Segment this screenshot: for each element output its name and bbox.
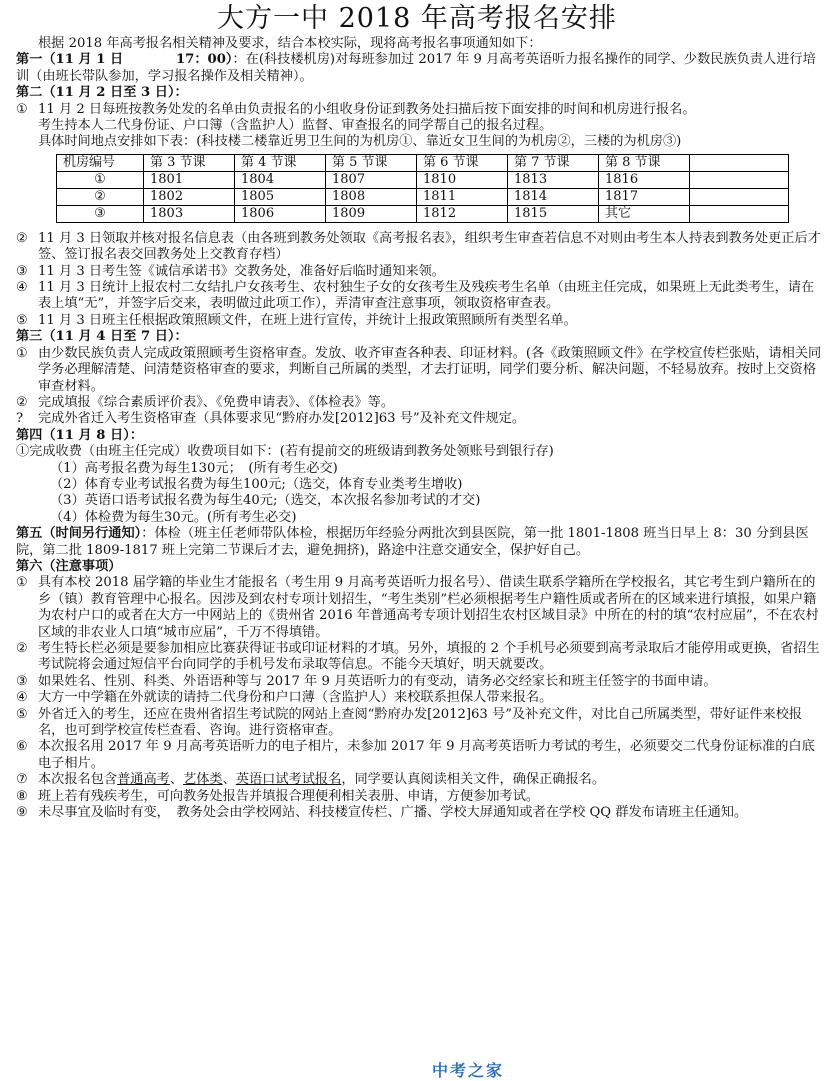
notice-item [16,772,824,788]
table-cell [690,205,789,222]
section-2-heading: 第二（11 月 2 日至 3 日）： [16,85,188,101]
notice-item [16,575,824,641]
item-number: ① [16,345,28,361]
notice-item-text: 本次报名用 2017 年 9 月高考英语听力的电子相片，未参加 2017 年 9 月高考英语听力考试的考生，必须要交二代身份证标准的白底电子相片。 [38,739,815,771]
section-2-item-5-text: 11 月 3 日班主任根据政策照顾文件，在班上进行宣传，并统计上报政策照顾所有类型名单。 [38,312,577,328]
notice-item [16,690,824,706]
item-number: ④ [16,280,28,296]
notice-item-text: 如果姓名、性别、科类、外语语种等与 2017 年 9 月英语听力的有变动，请务必交经家长和班主任签字的书面申请。 [38,673,717,689]
underlined-arts-sports: 艺体类 [183,772,223,788]
section-2-item-1-line-b: 考生持本人二代身份证、户口簿（含监护人）监督、审查报名的同学帮自己的报名过程。 [38,118,553,134]
computer-room-schedule-table [56,154,789,223]
notice-item [16,805,824,821]
section-2-item-2-text: 11 月 3 日领取并核对报名信息表（由各班到教务处领取《高考报名表》，组织考生审查若信息不对则由考生本人持表到教务处更正后才签、签订报名表交回教务处上交教育存档） [38,230,821,263]
section-4-heading: 第四（11 月 8 日）： [16,427,144,443]
table-cell: ② [57,188,144,205]
notice-item [16,739,824,772]
section-4-fee-intro: ①完成收费（由班主任完成）收费项目如下：(若有提前交的班级请到教务处领账号到银行存) [16,444,554,460]
table-cell [690,171,789,188]
table-cell: 1809 [326,205,417,222]
section-5 [16,526,824,559]
table-cell: ③ [57,205,144,222]
section-5-text: ：体检（班主任老师带队体检，根据历年经验分两批次到县医院，第一批 1801-1808 班当日早上 8：30 分到县医院，第二批 1809-1817 班上完第二节课后才去，避免拥挤)，路途中注意交通安全，保护好自己。 [16,526,809,558]
section-2-item-2 [16,231,824,264]
table-cell: 1802 [144,188,235,205]
table-cell: 1815 [508,205,599,222]
section-2-item-5 [16,313,824,329]
table-row [57,171,789,188]
separator: 、 [169,772,184,788]
intro-paragraph: 根据 2018 年高考报名相关精神及要求，结合本校实际，现将高考报名事项通知如下： [38,36,542,51]
fee-item: （1）高考报名费为每生130元； (所有考生必交) [50,460,338,476]
table-cell: 1813 [508,171,599,188]
table-cell: 1804 [235,171,326,188]
item-number: ⑤ [16,706,28,722]
notice-item [16,674,824,690]
notice-item-text [38,772,824,788]
notice-item-text: 外省迁入的考生，还应在贵州省招生考试院的网站上查阅“黔府办发[2012]63 号”及补充文件，对比自己所属类型，带好证件来校报名，也可到学校宣传栏查看、咨询。进行资格审查。 [38,706,803,739]
notice-item-text: 考生特长栏必须是要参加相应比赛获得证书或印证材料的才填。另外，填报的 2 个手机号必须要到高考录取后才能停用或更换，省招生考试院将会通过短信平台向同学的手机号发布录取等信息。不能今天填好，明天就要改。 [38,641,820,673]
underlined-general-exam: 普通高考 [117,772,170,788]
table-cell: ① [57,171,144,188]
notice-item-text: 未尽事宜及临时有变， 教务处会由学校网站、科技楼宣传栏、广播、学校大屏通知或者在学校 QQ 群发布请班主任通知。 [38,805,748,821]
fee-item: （3）英语口语考试报名费为每生40元;（选交，本次报名参加考试的才交) [50,493,481,509]
section-6-heading: 第六（注意事项） [16,558,122,574]
item-number: ① [16,101,28,117]
item-number: ⑦ [16,772,28,788]
underlined-oral-english: 英语口试考试报名 [235,772,342,788]
section-5-heading: 第五（时间另行通知） [16,526,142,542]
section-2-item-1-line-a: 11 月 2 日每班按教务处发的名单由负责报名的小组收身份证到教务处扫描后按下面安排的时间和机房进行报名。 [38,101,696,117]
item-number: ③ [16,673,28,689]
section-1 [16,52,824,85]
table-cell: 其它 [599,205,690,222]
watermark-logo: 中考之家 [432,1061,505,1080]
section-3-item-3 [16,411,824,427]
section-2-item-3 [16,264,824,280]
table-row [57,205,789,222]
table-header-cell: 第 8 节课 [599,154,690,171]
section-3-item-3-text: 完成外省迁入考生资格审查（具体要求见“黔府办发[2012]63 号”及补充文件规定。 [38,411,526,427]
table-header-cell: 第 5 节课 [326,154,417,171]
table-cell: 1803 [144,205,235,222]
item-number: ⑤ [16,312,28,328]
table-cell: 1812 [417,205,508,222]
table-cell: 1817 [599,188,690,205]
document-body [0,36,834,821]
table-row [57,188,789,205]
section-2-item-3-text: 11 月 3 日考生签《诚信承诺书》交教务处，准备好后临时通知来领。 [38,263,445,279]
notice-item-text: 班上若有残疾考生，可向教务处报告并填报合理便利相关表册、申请，方便参加考试。 [38,788,540,804]
notice-text-pre: 本次报名包含 [38,772,118,788]
table-cell: 1810 [417,171,508,188]
table-cell: 1805 [235,188,326,205]
table-cell [690,188,789,205]
section-1-heading: 第一（11 月 1 日 17：00） [16,52,233,68]
item-number: ① [16,575,28,591]
item-number: ? [16,411,24,427]
item-number: ③ [16,263,28,279]
table-header-cell: 第 6 节课 [417,154,508,171]
section-3-item-1 [16,346,824,395]
table-header-row [57,154,789,171]
section-2-item-4-text: 11 月 3 日统计上报农村二女结扎户女孩考生、农村独生子女的女孩考生及残疾考生名单（由班主任完成，如果班上无此类考生，请在表上填“无”，并签字后交来，表明做过此项工作），弄清审查注意事项，领取资格审查表。 [38,280,815,312]
item-number: ⑥ [16,739,28,755]
section-2-item-1 [16,102,824,151]
item-number: ② [16,394,28,410]
table-header-cell [690,154,789,171]
fee-item: （4）体检费为每生30元。(所有考生必交) [50,509,297,525]
item-number: ② [16,230,28,246]
document-title: 大方一中 2018 年高考报名安排 [217,3,617,34]
table-cell: 1806 [235,205,326,222]
table-header-cell: 机房编号 [57,154,144,171]
fee-item: （2）体育专业考试报名费为每生100元;（选交，体育专业类考生增收) [50,476,463,492]
separator: 、 [222,772,236,788]
item-number: ② [16,641,28,656]
section-3-item-2-text: 完成填报《综合素质评价表》、《免费申请表》、《体检表》等。 [38,394,395,410]
table-cell: 1816 [599,171,690,188]
table-cell: 1808 [326,188,417,205]
item-number: ⑨ [16,805,28,821]
notice-item [16,789,824,805]
section-3-item-2 [16,395,824,411]
notice-text-post: ，同学要认真阅读相关文件，确保正确报名。 [341,772,606,788]
notice-item-text: 具有本校 2018 届学籍的毕业生才能报名（考生用 9 月高考英语听力报名号）、借读生联系学籍所在学校报名，其它考生到户籍所在的乡（镇）教育管理中心报名。因涉及到农村专项计划招生，“考生类别”栏必须根据考生户籍性质或者所在的区域来进行填报，如果户籍为农村户口的或者在大方一中网站上的《贵州省 2016 年普通高考专项计划招生农村区域目录》中所在的村的填“农村应届”，不在农村区域的非农业人口填“城市应届”，千万不得填错。 [38,575,819,640]
item-number: ④ [16,690,28,706]
table-header-cell: 第 3 节课 [144,154,235,171]
section-2-item-1-line-c: 具体时间地点安排如下表：(科技楼二楼靠近男卫生间的为机房①、靠近女卫生间的为机房②，三楼的为机房③) [38,134,682,150]
table-cell: 1801 [144,171,235,188]
section-3-item-1-text: 由少数民族负责人完成政策照顾考生资格审查。发放、收齐审查各种表、印证材料。(各《政策照顾文件》在学校宣传栏张贴，请相关同学务必理解清楚、问清楚资格审查的要求，判断自己所属的类型，才去打证明，同学们要分析、解决问题，不轻易放弃。按时上交资格审查材料。 [38,345,822,394]
section-2-item-4 [16,280,824,313]
section-1-text: ：在(科技楼机房)对每班参加过 2017 年 9 月高考英语听力报名操作的同学、少数民族负责人进行培训（由班长带队参加，学习报名操作及相关精神）。 [16,52,816,84]
table-header-cell: 第 7 节课 [508,154,599,171]
notice-item [16,641,824,674]
notice-item [16,707,824,740]
notice-item-text: 大方一中学籍在外就读的请持二代身份和户口薄（含监护人）来校联系担保人带来报名。 [38,690,553,706]
item-number: ⑧ [16,788,28,804]
table-cell: 1814 [508,188,599,205]
table-cell: 1811 [417,188,508,205]
section-3-heading: 第三（11 月 4 日至 7 日）： [16,329,188,345]
table-cell: 1807 [326,171,417,188]
table-header-cell: 第 4 节课 [235,154,326,171]
